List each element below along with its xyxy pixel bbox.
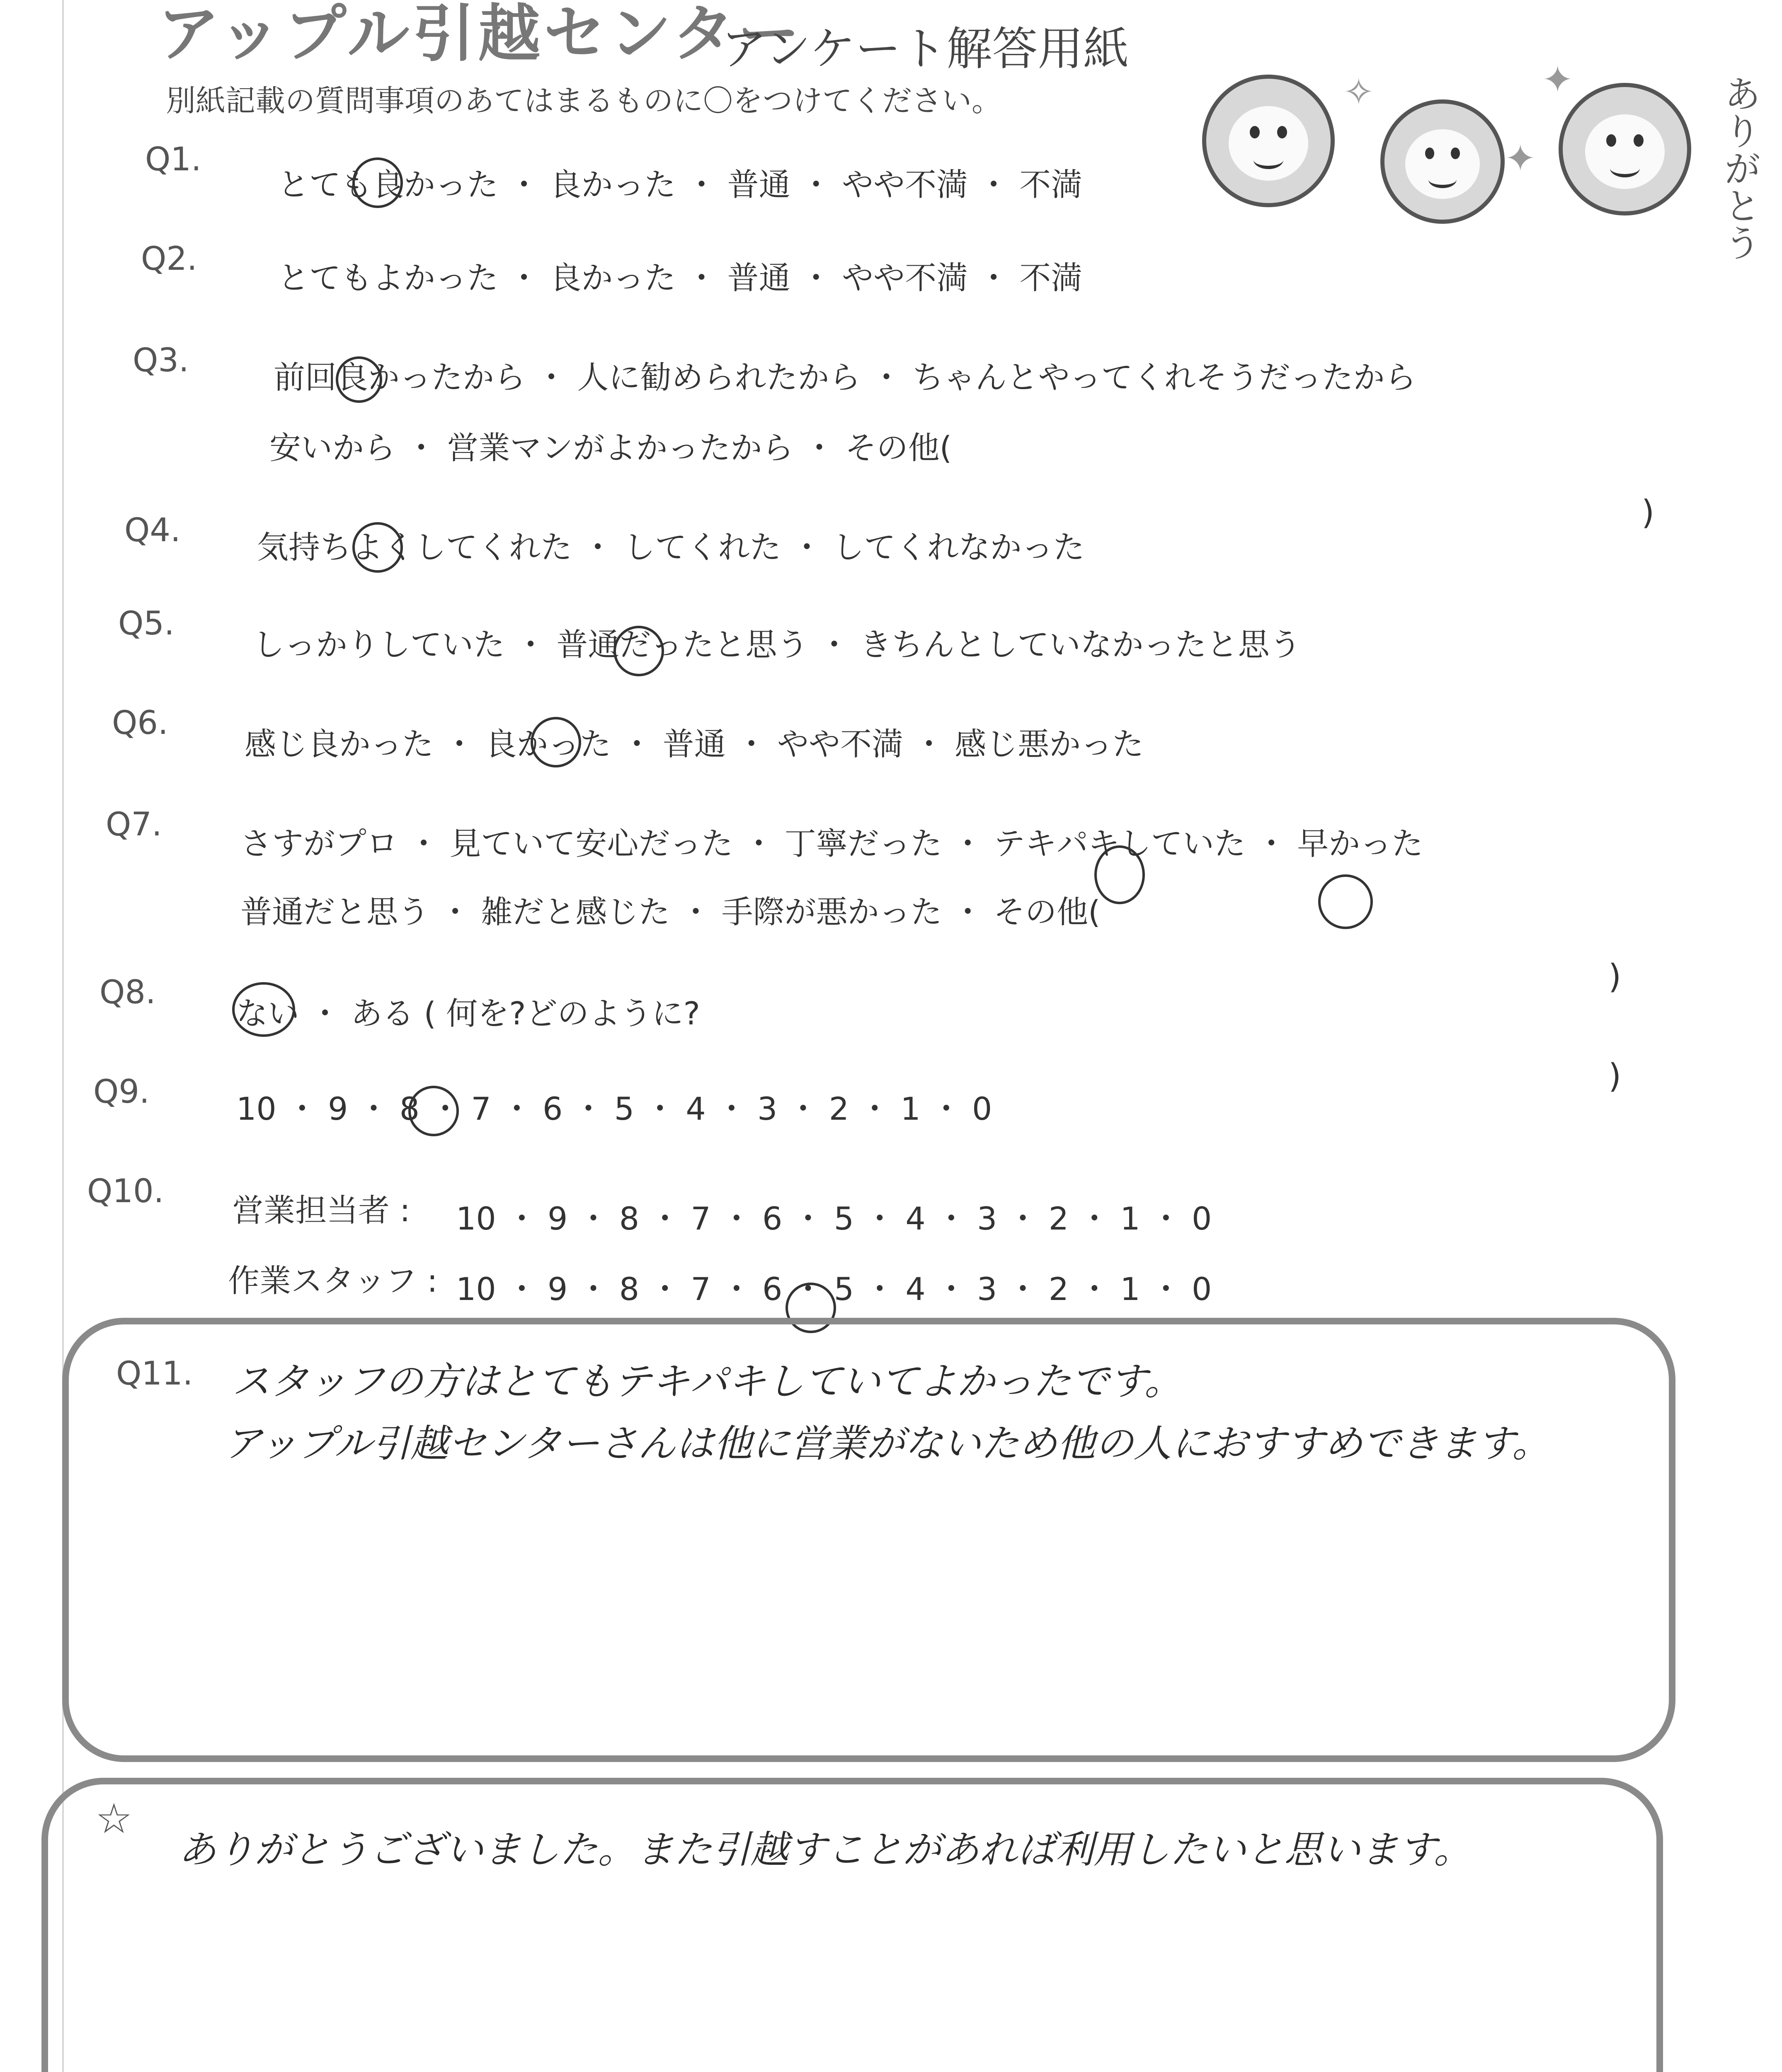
comment-text: ありがとうございました。また引越すことがあれば利用したいと思います。	[178, 1828, 1472, 1872]
q6-label: Q6.	[112, 704, 168, 742]
monkey-mascot-icon	[1559, 83, 1691, 215]
monkey-mascot-icon	[1380, 99, 1505, 224]
form-subtitle: アンケート解答用紙	[721, 22, 1129, 75]
q8-close-paren: )	[1608, 1057, 1622, 1095]
page-edge	[62, 0, 64, 2072]
q10-staff-scale: 10 ・ 9 ・ 8 ・ 7 ・ 6 ・ 5 ・ 4 ・ 3 ・ 2 ・ 1 ・ 0	[456, 1271, 1212, 1307]
q10-staff-label: 作業スタッフ :	[228, 1262, 438, 1299]
selection-circle	[1318, 874, 1373, 929]
selection-circle	[408, 1086, 459, 1136]
selection-circle	[613, 626, 664, 676]
q11-label: Q11.	[116, 1355, 193, 1392]
sparkle-icon: ✦	[1505, 137, 1536, 180]
q1-label: Q1.	[145, 141, 201, 178]
selection-circle	[232, 982, 295, 1037]
company-title: アップル引越センター	[158, 0, 803, 70]
q7-label: Q7.	[106, 806, 162, 843]
sparkle-icon: ✦	[1542, 58, 1573, 102]
q11-answer-line1: スタッフの方はとてもテキパキしていてよかったです。	[232, 1359, 1183, 1404]
q6-options: 感じ良かった ・ 良かった ・ 普通 ・ やや不満 ・ 感じ悪かった	[245, 726, 1144, 762]
monkey-mascot-icon	[1202, 75, 1335, 207]
star-icon: ☆	[95, 1794, 133, 1843]
q3-label: Q3.	[133, 342, 189, 379]
q3-options-line2: 安いから ・ 営業マンがよかったから ・ その他(	[269, 429, 952, 466]
q7-options-line2: 普通だと思う ・ 雑だと感じた ・ 手際が悪かった ・ その他(	[240, 893, 1101, 930]
q1-options: とても良かった ・ 良かった ・ 普通 ・ やや不満 ・ 不満	[278, 166, 1083, 203]
q9-label: Q9.	[93, 1073, 150, 1111]
q10-sales-label: 営業担当者 :	[232, 1192, 410, 1229]
selection-circle	[531, 717, 581, 767]
instruction-text: 別紙記載の質問事項のあてはまるものに〇をつけてください。	[166, 83, 1002, 118]
q2-label: Q2.	[141, 240, 197, 278]
selection-circle	[336, 356, 382, 403]
q11-answer-line2: アップル引越センターさんは他に営業がないため他の人におすすめできます。	[224, 1421, 1550, 1466]
q5-label: Q5.	[118, 605, 175, 642]
q5-options: しっかりしていた ・ 普通だったと思う ・ きちんとしていなかったと思う	[253, 626, 1301, 663]
q3-options-line1: 前回良かったから ・ 人に勧められたから ・ ちゃんとやってくれそうだったから	[274, 359, 1416, 396]
sparkle-icon: ✧	[1343, 70, 1375, 114]
q7-close-paren: )	[1608, 957, 1622, 996]
q3-close-paren: )	[1641, 493, 1655, 532]
q10-sales-scale: 10 ・ 9 ・ 8 ・ 7 ・ 6 ・ 5 ・ 4 ・ 3 ・ 2 ・ 1 ・ 0	[456, 1200, 1212, 1237]
q4-label: Q4.	[124, 512, 181, 549]
selection-circle	[1094, 845, 1145, 904]
q2-options: とてもよかった ・ 良かった ・ 普通 ・ やや不満 ・ 不満	[278, 259, 1083, 296]
q8-options: ない ・ ある ( 何を?どのように?	[236, 995, 700, 1032]
q7-options-line1: さすがプロ ・ 見ていて安心だった ・ 丁寧だった ・ テキパキしていた ・ 早かった	[240, 825, 1423, 862]
thanks-text: ありがとう	[1717, 75, 1761, 261]
q4-options: 気持ちよくしてくれた ・ してくれた ・ してくれなかった	[257, 529, 1085, 566]
q8-label: Q8.	[99, 974, 156, 1011]
q10-label: Q10.	[87, 1173, 164, 1210]
q9-scale: 10 ・ 9 ・ 8 ・ 7 ・ 6 ・ 5 ・ 4 ・ 3 ・ 2 ・ 1 ・ 0	[236, 1090, 992, 1127]
selection-circle	[352, 157, 403, 208]
selection-circle	[352, 522, 403, 573]
